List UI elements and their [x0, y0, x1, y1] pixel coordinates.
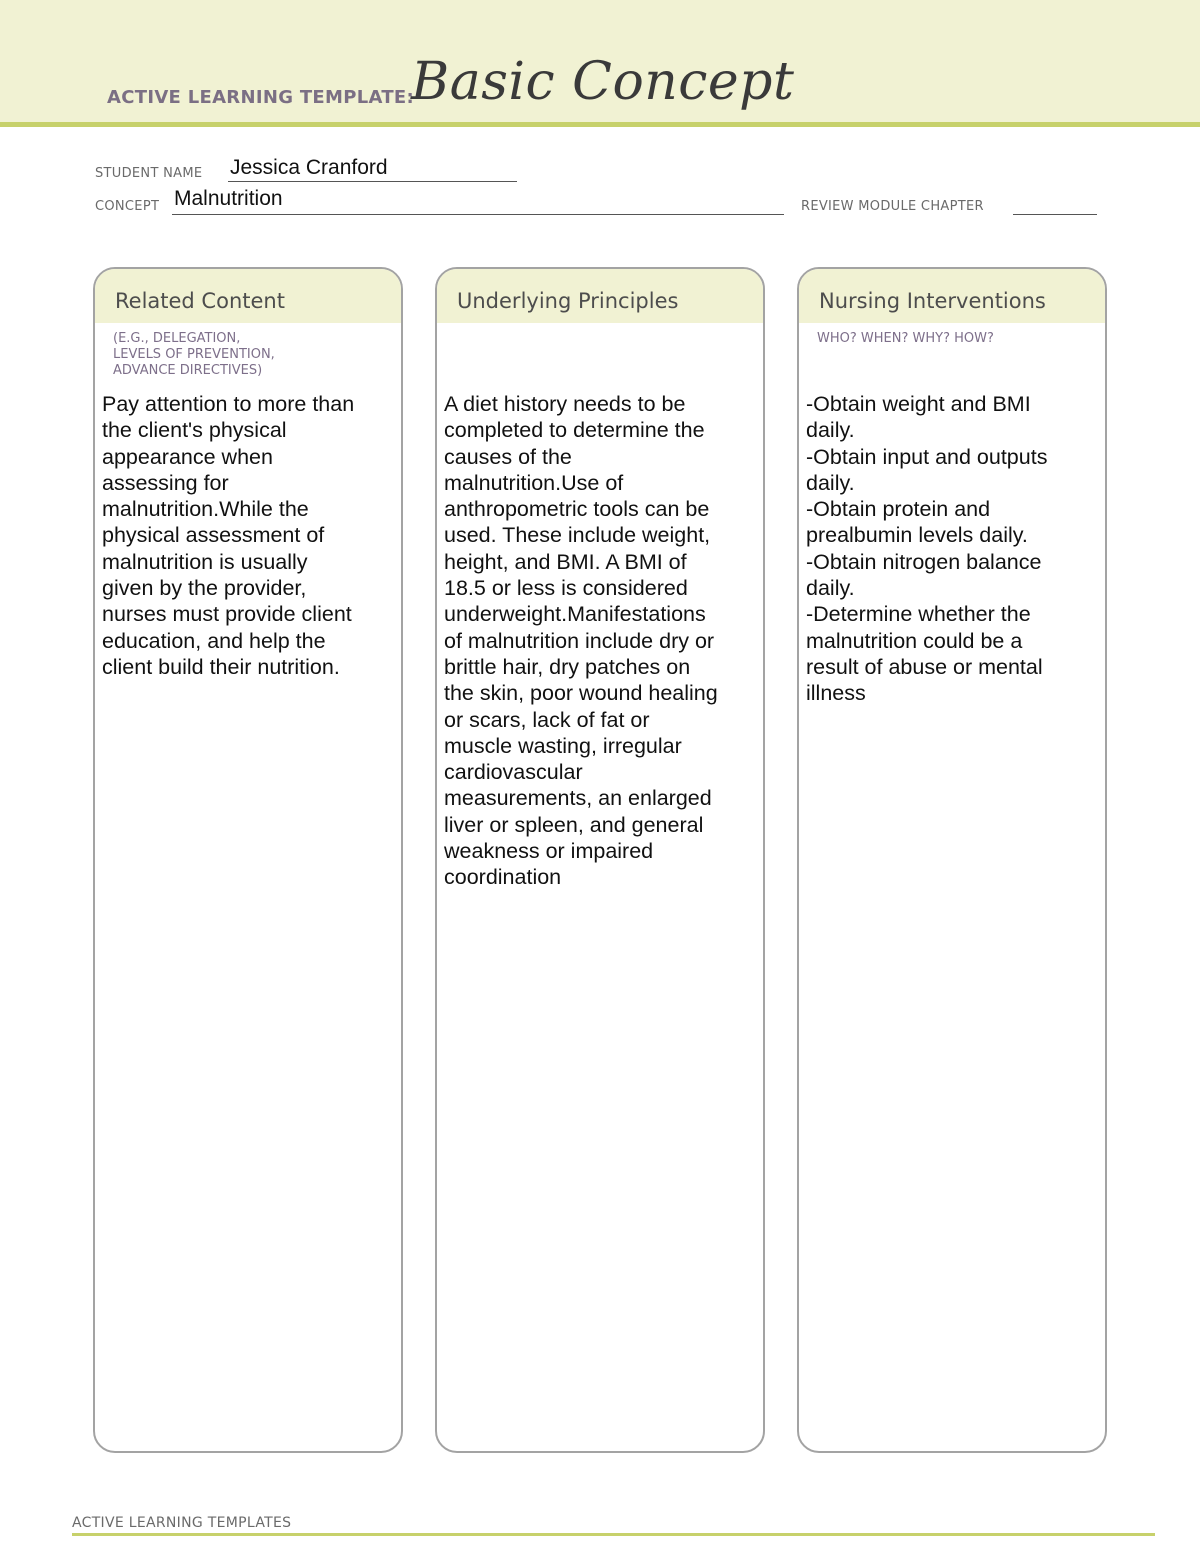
- body-text-line: cardiovascular: [444, 760, 583, 785]
- underlying-principles-panel: [435, 267, 765, 1453]
- body-text-line: completed to determine the: [444, 418, 705, 443]
- subtitle-line: WHO? WHEN? WHY? HOW?: [817, 331, 994, 346]
- body-text-line: daily.: [806, 576, 855, 601]
- body-text-line: malnutrition could be a: [806, 628, 1023, 653]
- body-text-line: weakness or impaired: [444, 839, 654, 864]
- body-text-line: muscle wasting, irregular: [444, 733, 682, 758]
- body-text-line: of malnutrition include dry or: [444, 628, 715, 653]
- body-text-line: height, and BMI. A BMI of: [444, 549, 687, 574]
- body-text-line: assessing for: [102, 470, 229, 495]
- body-text-line: appearance when: [102, 444, 273, 469]
- body-text-line: underweight.Manifestations: [444, 602, 706, 627]
- student-name-field[interactable]: Jessica Cranford: [230, 156, 388, 179]
- body-text-line: or scars, lack of fat or: [444, 707, 650, 732]
- footer-divider: [72, 1533, 1155, 1536]
- body-text-line: malnutrition.While the: [102, 497, 309, 522]
- underlying-principles-body[interactable]: [444, 391, 759, 891]
- body-text-line: liver or spleen, and general: [444, 812, 704, 837]
- body-text-line: daily.: [806, 470, 855, 495]
- body-text-line: daily.: [806, 418, 855, 443]
- subtitle-line: ADVANCE DIRECTIVES): [113, 363, 263, 378]
- related-content-body[interactable]: [102, 391, 392, 680]
- nursing-interventions-title: Nursing Interventions: [819, 289, 1046, 313]
- body-text-line: measurements, an enlarged: [444, 786, 712, 811]
- body-text-line: given by the provider,: [102, 576, 307, 601]
- student-name-label: STUDENT NAME: [95, 166, 203, 181]
- body-text-line: 18.5 or less is considered: [444, 576, 688, 601]
- body-text-line: malnutrition.Use of: [444, 470, 624, 495]
- body-text-line: -Obtain input and outputs: [806, 444, 1048, 469]
- concept-label: CONCEPT: [95, 199, 160, 214]
- related-content-title: Related Content: [115, 289, 285, 313]
- body-text-line: used. These include weight,: [444, 523, 711, 548]
- related-content-subtitle: [113, 331, 373, 379]
- body-text-line: physical assessment of: [102, 523, 325, 548]
- body-text-line: malnutrition is usually: [102, 549, 308, 574]
- body-text-line: illness: [806, 681, 866, 706]
- subtitle-line: LEVELS OF PREVENTION,: [113, 347, 275, 362]
- body-text-line: anthropometric tools can be: [444, 497, 710, 522]
- nursing-interventions-subtitle: [817, 331, 1077, 347]
- body-text-line: -Determine whether the: [806, 602, 1031, 627]
- nursing-interventions-panel: [797, 267, 1107, 1453]
- header-divider: [0, 122, 1200, 127]
- template-title: Basic Concept: [411, 52, 795, 112]
- body-text-line: education, and help the: [102, 628, 326, 653]
- body-text-line: -Obtain protein and: [806, 497, 991, 522]
- body-text-line: nurses must provide client: [102, 602, 352, 627]
- review-module-label: REVIEW MODULE CHAPTER: [801, 199, 984, 214]
- body-text-line: causes of the: [444, 444, 572, 469]
- body-text-line: result of abuse or mental: [806, 654, 1043, 679]
- nursing-interventions-body[interactable]: [806, 391, 1096, 707]
- subtitle-line: (E.G., DELEGATION,: [113, 331, 241, 346]
- body-text-line: the skin, poor wound healing: [444, 681, 718, 706]
- concept-underline: [172, 214, 784, 215]
- body-text-line: the client's physical: [102, 418, 287, 443]
- body-text-line: prealbumin levels daily.: [806, 523, 1028, 548]
- body-text-line: client build their nutrition.: [102, 654, 340, 679]
- body-text-line: -Obtain nitrogen balance: [806, 549, 1042, 574]
- template-label: ACTIVE LEARNING TEMPLATE:: [107, 87, 414, 108]
- footer-label: ACTIVE LEARNING TEMPLATES: [72, 1515, 292, 1531]
- body-text-line: Pay attention to more than: [102, 392, 355, 416]
- student-name-underline: [228, 181, 517, 182]
- body-text-line: A diet history needs to be: [444, 392, 686, 416]
- concept-field[interactable]: Malnutrition: [174, 187, 283, 210]
- related-content-panel: [93, 267, 403, 1453]
- underlying-principles-title: Underlying Principles: [457, 289, 679, 313]
- body-text-line: coordination: [444, 865, 562, 890]
- body-text-line: brittle hair, dry patches on: [444, 654, 691, 679]
- review-module-underline[interactable]: [1013, 214, 1097, 215]
- body-text-line: -Obtain weight and BMI: [806, 392, 1031, 416]
